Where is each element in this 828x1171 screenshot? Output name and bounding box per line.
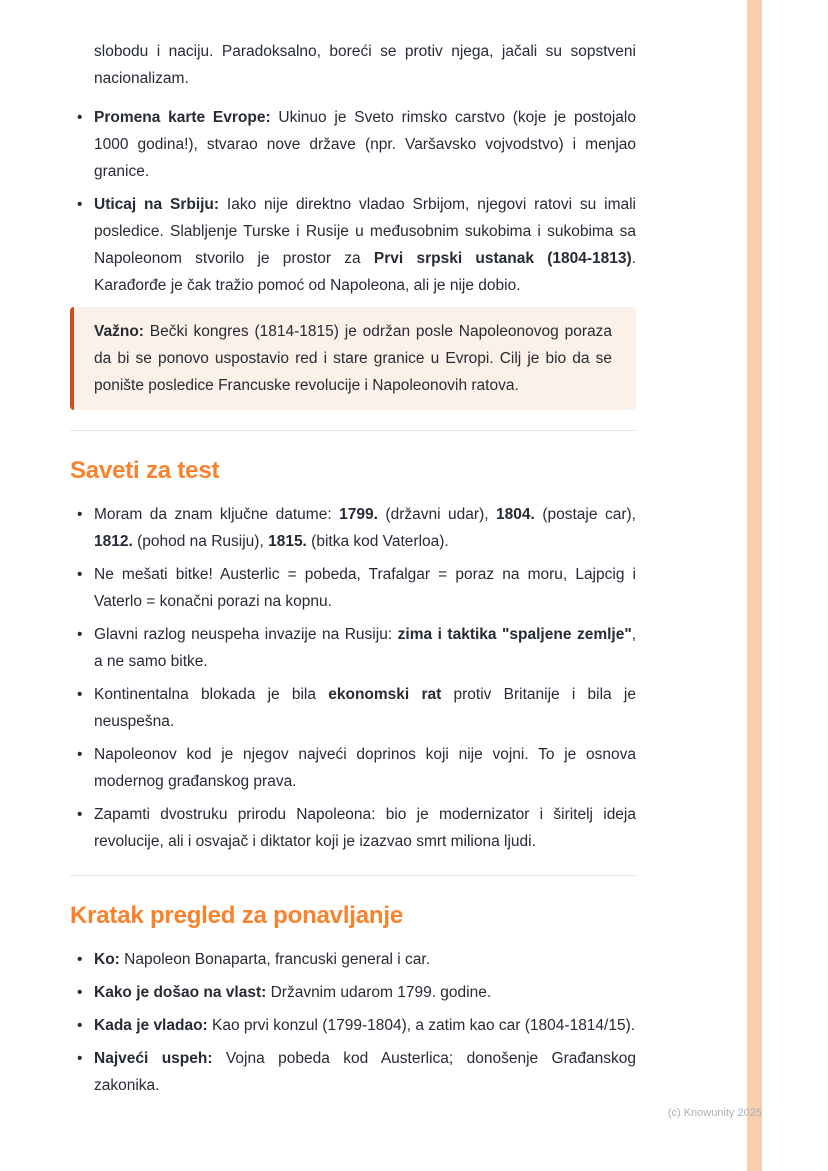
- list-item: [70, 681, 636, 735]
- bullet-dot-icon: •: [77, 626, 83, 643]
- document-content: [70, 38, 636, 1105]
- list-item-text: Ne mešati bitke! Austerlic = pobeda, Trafalgar = poraz na moru, Lajpcig i Vaterlo = konačni porazi na kopnu.: [94, 566, 636, 610]
- list-item: [70, 621, 636, 675]
- list-item-text: Kontinentalna blokada je bila ekonomski rat protiv Britanije i bila je neuspešna.: [94, 686, 636, 730]
- section-title-kratak-pregled: Kratak pregled za ponavljanje: [70, 902, 403, 929]
- list-item-text: Ko: Napoleon Bonaparta, francuski general i car.: [94, 951, 431, 968]
- callout-text: Važno: Bečki kongres (1814-1815) je održan posle Napoleonovog poraza da bi se ponovo uspostavio red i stare granice u Evropi. Cilj je bio da se ponište posledice Francuske revolucije i Napoleonovih ratova.: [94, 323, 612, 394]
- list-item: [70, 191, 636, 299]
- list-item: [70, 741, 636, 795]
- bullet-dot-icon: •: [77, 806, 83, 823]
- list-item-text: Najveći uspeh: Vojna pobeda kod Austerlica; donošenje Građanskog zakonika.: [94, 1050, 636, 1094]
- list-item-text: Kada je vladao: Kao prvi konzul (1799-1804), a zatim kao car (1804-1814/15).: [94, 1017, 636, 1034]
- list-item: [70, 801, 636, 855]
- list-item: [70, 946, 636, 973]
- continuation-paragraph: slobodu i naciju. Paradoksalno, boreći se protiv njega, jačali su sopstveni nacionalizam.: [94, 43, 636, 87]
- list-item: [70, 501, 636, 555]
- bullet-dot-icon: •: [77, 506, 83, 523]
- callout-important: [70, 307, 636, 410]
- list-item-text: Napoleonov kod je njegov najveći doprinos koji nije vojni. To je osnova modernog građanskog prava.: [94, 746, 636, 790]
- bullet-dot-icon: •: [77, 109, 83, 126]
- bullet-dot-icon: •: [77, 686, 83, 703]
- list-item: [70, 561, 636, 615]
- page-edge-strip: [747, 0, 762, 1171]
- bullet-dot-icon: •: [77, 746, 83, 763]
- list-item-text: Moram da znam ključne datume: 1799. (državni udar), 1804. (postaje car), 1812. (pohod na Rusiju), 1815. (bitka kod Vaterloa).: [94, 506, 636, 550]
- list-item: [70, 1012, 636, 1039]
- list-item: [70, 1045, 636, 1099]
- top-bullet-list: [70, 104, 636, 299]
- list-item-text: Promena karte Evrope: Ukinuo je Sveto rimsko carstvo (koje je postojalo 1000 godina!), stvarao nove države (npr. Varšavsko vojvodstvo) i menjao granice.: [94, 109, 636, 180]
- section-divider: [70, 875, 636, 876]
- list-item: [70, 979, 636, 1006]
- bullet-dot-icon: •: [77, 1017, 83, 1034]
- list-item-text: Uticaj na Srbiju: Iako nije direktno vladao Srbijom, njegovi ratovi su imali posledice. Slabljenje Turske i Rusije u međusobnim sukobima i sukobima sa Napoleonom stvorilo je prostor za Prvi srpski ustanak (1804-1813). Karađorđe je čak tražio pomoć od Napoleona, ali je nije dobio.: [94, 196, 636, 294]
- list-item-text: Glavni razlog neuspeha invazije na Rusiju: zima i taktika "spaljene zemlje", a ne samo bitke.: [94, 626, 636, 670]
- bullet-dot-icon: •: [77, 951, 83, 968]
- bullet-dot-icon: •: [77, 566, 83, 583]
- bullet-dot-icon: •: [77, 196, 83, 213]
- pregled-bullet-list: [70, 946, 636, 1099]
- bullet-dot-icon: •: [77, 1050, 83, 1067]
- list-item-text: Kako je došao na vlast: Državnim udarom 1799. godine.: [94, 984, 492, 1001]
- section-title-saveti: Saveti za test: [70, 457, 220, 484]
- saveti-bullet-list: [70, 501, 636, 855]
- bullet-dot-icon: •: [77, 984, 83, 1001]
- list-item-text: Zapamti dvostruku prirodu Napoleona: bio je modernizator i širitelj ideja revolucije, ali i osvajač i diktator koji je izazvao smrt miliona ljudi.: [94, 806, 636, 850]
- watermark: (c) Knowunity 2025: [667, 1107, 762, 1119]
- section-divider: [70, 430, 636, 431]
- list-item: [70, 104, 636, 185]
